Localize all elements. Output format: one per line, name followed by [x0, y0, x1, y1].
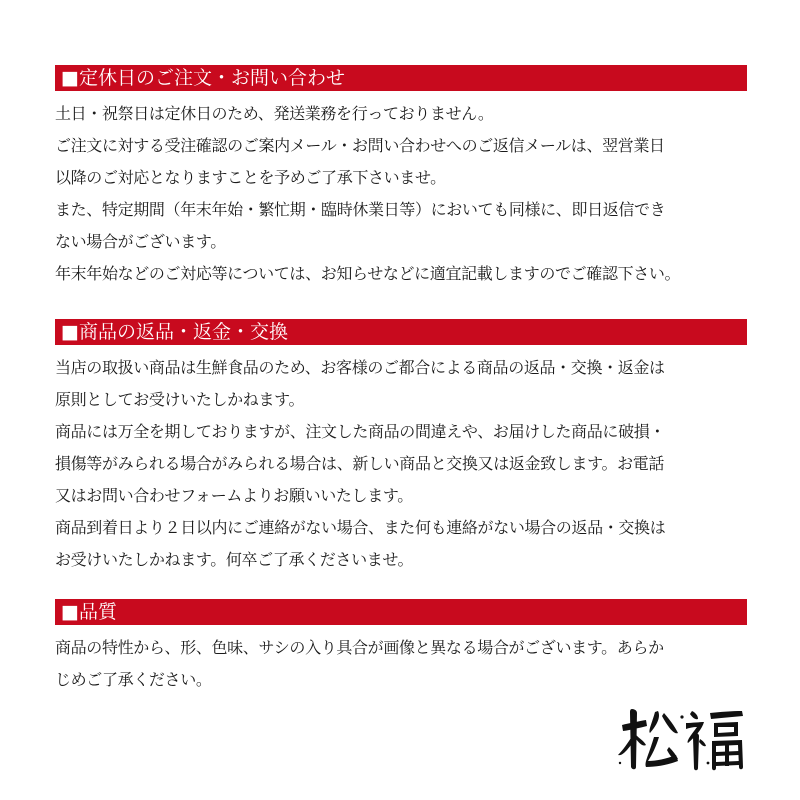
paragraph: 商品の特性から、形、色味、サシの入り具合が画像と異なる場合がございます。あらか じめご了承ください。: [55, 638, 664, 689]
section-quality: [55, 599, 747, 696]
paragraph: ご注文に対する受注確認のご案内メール・お問い合わせへのご返信メールは、翌営業日 以降のご対応となりますことを予めご了承下さいませ。: [55, 136, 665, 187]
paragraph: 土日・祝祭日は定休日のため、発送業務を行っておりません。: [55, 104, 494, 123]
section-returns-refunds-exchange: [55, 319, 747, 576]
paragraph: 年末年始などのご対応等については、お知らせなどに適宜記載しますのでご確認下さい。: [55, 264, 681, 283]
section-heading: ■商品の返品・返金・交換: [55, 319, 747, 345]
brand-logo-mark: [612, 703, 752, 773]
section-body: [55, 98, 747, 290]
section-heading: ■品質: [55, 599, 747, 625]
brand-logo: [612, 703, 752, 773]
paragraph: また、特定期間（年末年始・繁忙期・臨時休業日等）においても同様に、即日返信でき ない場合がございます。: [55, 200, 666, 251]
paragraph: 商品には万全を期しておりますが、注文した商品の間違えや、お届けした商品に破損・ 損傷等がみられる場合がみられる場合は、新しい商品と交換又は返金致します。お電話 又はお問い合わせフォームよりお願いいたします。: [55, 422, 666, 505]
section-body: [55, 632, 747, 696]
paragraph: 当店の取扱い商品は生鮮食品のため、お客様のご都合による商品の返品・交換・返金は 原則としてお受けいたしかねます。: [55, 358, 665, 409]
paragraph: 商品到着日より２日以内にご連絡がない場合、また何も連絡がない場合の返品・交換は お受けいたしかねます。何卒ご了承くださいませ。: [55, 518, 666, 569]
section-closed-day-orders: [55, 65, 747, 290]
section-heading: ■定休日のご注文・お問い合わせ: [55, 65, 747, 91]
section-body: [55, 352, 747, 576]
